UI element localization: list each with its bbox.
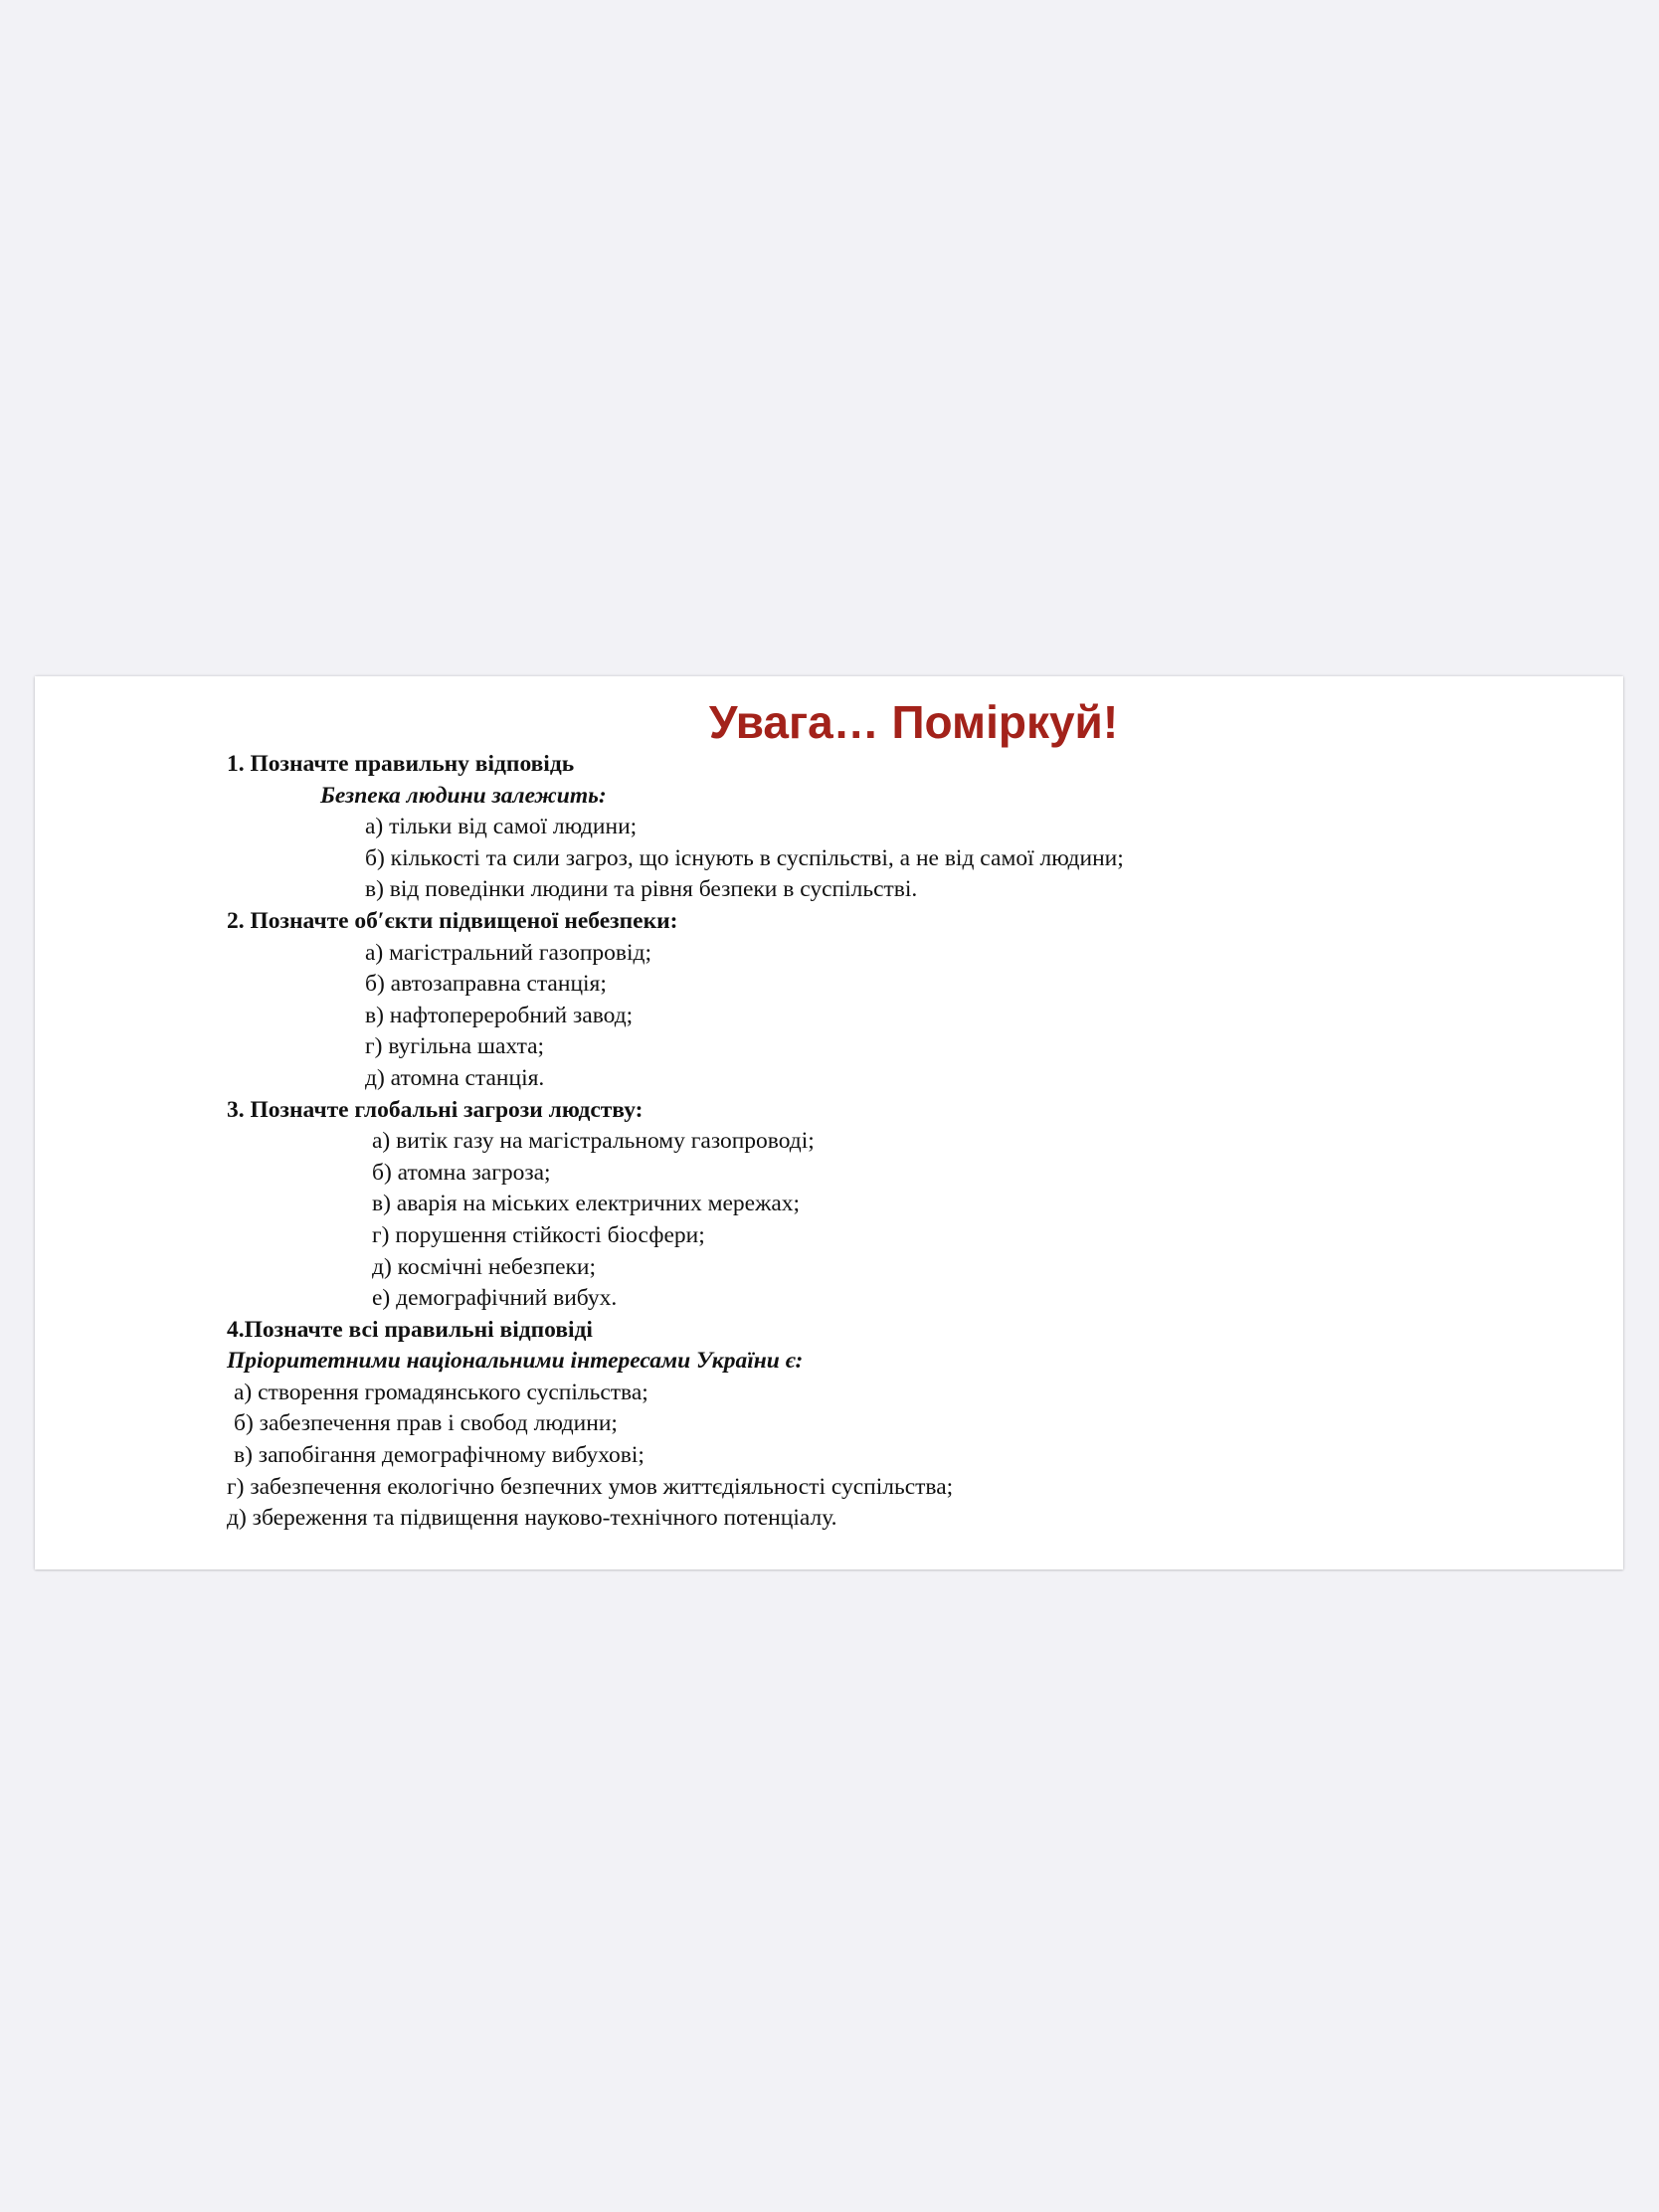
slide [35,676,1623,1569]
quiz-content [227,749,1583,1535]
question-4-option-c: в) запобігання демографічному вибухові; [234,1442,645,1469]
question-3: 3. Позначте глобальні загрози людству: [227,1096,644,1123]
question-3-option-d: г) порушення стійкості біосфери; [372,1221,705,1248]
question-2-option-a: а) магістральний газопровід; [365,939,652,966]
question-1-option-a: а) тільки від самої людини; [365,814,638,840]
question-3-option-f: е) демографічний вибух. [372,1285,618,1312]
question-1-option-c: в) від поведінки людини та рівня безпеки в суспільстві. [365,876,918,903]
question-2: 2. Позначте об′єкти підвищеної небезпеки: [227,907,678,934]
question-1-subtitle: Безпека людини залежить: [320,782,607,809]
question-3-option-a: а) витік газу на магістральному газопроводі; [372,1128,815,1155]
question-2-option-c: в) нафтопереробний завод; [365,1002,634,1028]
slide-title: Увага… Поміркуй! [708,696,1119,748]
question-4-subtitle: Пріоритетними національними інтересами України є: [227,1348,804,1375]
question-2-option-b: б) автозаправна станція; [365,971,607,998]
question-4-option-a: а) створення громадянського суспільства; [234,1379,648,1405]
question-2-option-e: д) атомна станція. [365,1064,545,1091]
question-4-option-e: д) збереження та підвищення науково-технічного потенціалу. [227,1505,837,1532]
question-4: 4.Позначте всі правильні відповіді [227,1316,593,1343]
question-3-option-c: в) аварія на міських електричних мережах; [372,1191,801,1217]
question-1-option-b: б) кількості та сили загроз, що існують в суспільстві, а не від самої людини; [365,844,1124,871]
question-4-option-d: г) забезпечення екологічно безпечних умов життєдіяльності суспільства; [227,1473,954,1500]
question-3-option-e: д) космічні небезпеки; [372,1253,597,1280]
question-2-option-d: г) вугільна шахта; [365,1033,545,1060]
question-3-option-b: б) атомна загроза; [372,1159,551,1186]
question-4-option-b: б) забезпечення прав і свобод людини; [234,1410,618,1437]
question-1: 1. Позначте правильну відповідь [227,751,575,777]
